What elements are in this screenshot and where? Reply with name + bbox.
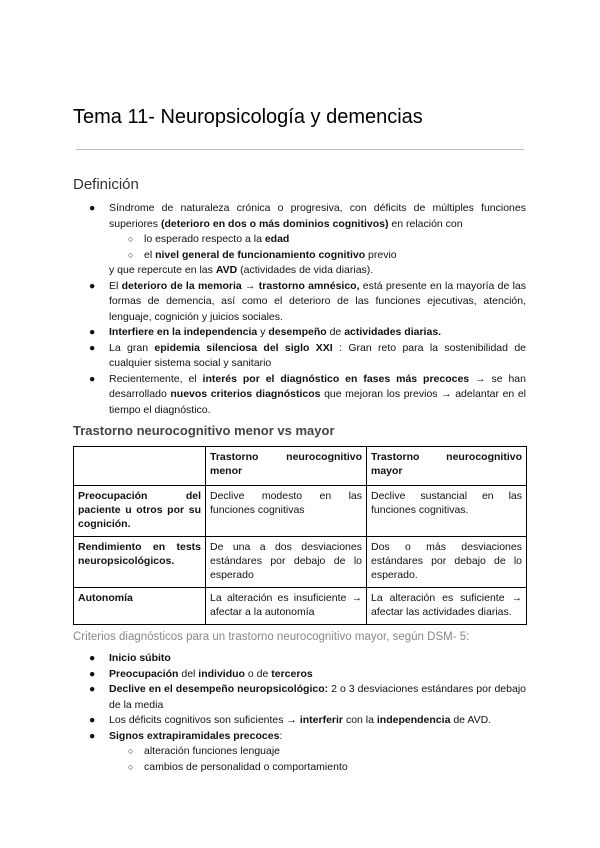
table-cell: Rendimiento en tests neuropsicológicos. xyxy=(74,537,206,588)
sub-list-item: ○ lo esperado respecto a la edad xyxy=(0,232,600,248)
hollow-bullet-icon: ○ xyxy=(128,249,134,260)
page-title: Tema 11- Neuropsicología y demencias xyxy=(73,106,423,128)
list-item: ● El deterioro de la memoria → trastorno amnésico, está presente en la mayoría de las formas de demencia, así como el deterioro de las funciones ejecutivas, atención, lenguaje, cognición y juicios sociales. xyxy=(89,279,527,323)
table-row xyxy=(74,486,527,537)
bullet-icon: ● xyxy=(89,341,96,354)
table-cell: Declive modesto en las funciones cognitivas xyxy=(206,486,367,537)
section-heading-table: Trastorno neurocognitivo menor vs mayor xyxy=(73,423,335,438)
bullet-icon: ● xyxy=(89,202,96,214)
section-heading-definicion: Definición xyxy=(73,176,139,193)
sub-list-item: ○ cambios de personalidad o comportamiento xyxy=(0,760,600,776)
comparison-table xyxy=(73,446,527,625)
sub-list-item: ○ el nivel general de funcionamiento cognitivo previo xyxy=(0,248,600,264)
hollow-bullet-icon: ○ xyxy=(128,234,134,244)
list-item: ● Síndrome de naturaleza crónica o progresiva, con déficits de múltiples funciones superiores (deterioro en dos o más dominios cognitivos) en relación con xyxy=(89,202,526,230)
bullet-icon: ● xyxy=(89,714,96,726)
table-header-cell xyxy=(74,447,206,486)
hollow-bullet-icon: ○ xyxy=(128,761,134,772)
table-cell: Declive sustancial en las funciones cognitivas. xyxy=(367,486,527,537)
list-item: ● Interfiere en la independencia y desempeño de actividades diarias. xyxy=(0,325,600,341)
table-cell: Autonomía xyxy=(74,588,206,625)
table-header-row xyxy=(74,447,527,486)
bullet-icon: ● xyxy=(89,729,96,742)
list-continuation: y que repercute en las AVD (actividades de vida diarias). xyxy=(109,264,374,276)
hollow-bullet-icon: ○ xyxy=(128,746,134,756)
list-item: ● Preocupación del individuo o de terceros xyxy=(0,667,600,683)
bullet-icon: ● xyxy=(89,683,96,695)
table-header-cell: Trastorno neurocognitivo menor xyxy=(206,447,367,486)
table-cell: De una a dos desviaciones estándares por debajo de lo esperado xyxy=(206,537,367,588)
list-item: ● Inicio súbito xyxy=(0,651,600,667)
list-item: ● Declive en el desempeño neuropsicológico: 2 o 3 desviaciones estándares por debajo de la media xyxy=(89,683,526,711)
list-item: ● Recientemente, el interés por el diagnóstico en fases más precoces → se han desarrollado nuevos criterios diagnósticos que mejoran los previos → adelantar en el tiempo el diagnóstico. xyxy=(89,372,527,416)
bullet-icon: ● xyxy=(89,652,96,664)
table-cell: La alteración es insuficiente → afectar a la autonomía xyxy=(206,588,367,625)
table-cell: La alteración es suficiente → afectar las actividades diarias. xyxy=(367,588,527,625)
table-row xyxy=(74,537,527,588)
bullet-icon: ● xyxy=(89,326,96,338)
list-item: ● Signos extrapiramidales precoces: xyxy=(0,729,600,745)
criteria-list xyxy=(0,651,600,775)
list-item: ● Los déficits cognitivos son suficientes → interferir con la independencia de AVD. xyxy=(0,713,600,729)
table-cell: Preocupación del paciente u otros por su cognición. xyxy=(74,486,206,537)
table-header-cell: Trastorno neurocognitivo mayor xyxy=(367,447,527,486)
definition-list xyxy=(0,201,600,418)
list-item: ● La gran epidemia silenciosa del siglo XXI : Gran reto para la sostenibilidad de cualquier sistema social y sanitario xyxy=(89,341,526,369)
table-row xyxy=(74,588,527,625)
title-divider xyxy=(76,149,524,150)
section-heading-criterios: Criterios diagnósticos para un trastorno neurocognitivo mayor, según DSM- 5: xyxy=(73,631,470,643)
sub-list-item: ○ alteración funciones lenguaje xyxy=(0,744,600,760)
bullet-icon: ● xyxy=(89,667,96,680)
bullet-icon: ● xyxy=(89,372,96,385)
bullet-icon: ● xyxy=(89,279,96,292)
table-cell: Dos o más desviaciones estándares por debajo de lo esperado. xyxy=(367,537,527,588)
